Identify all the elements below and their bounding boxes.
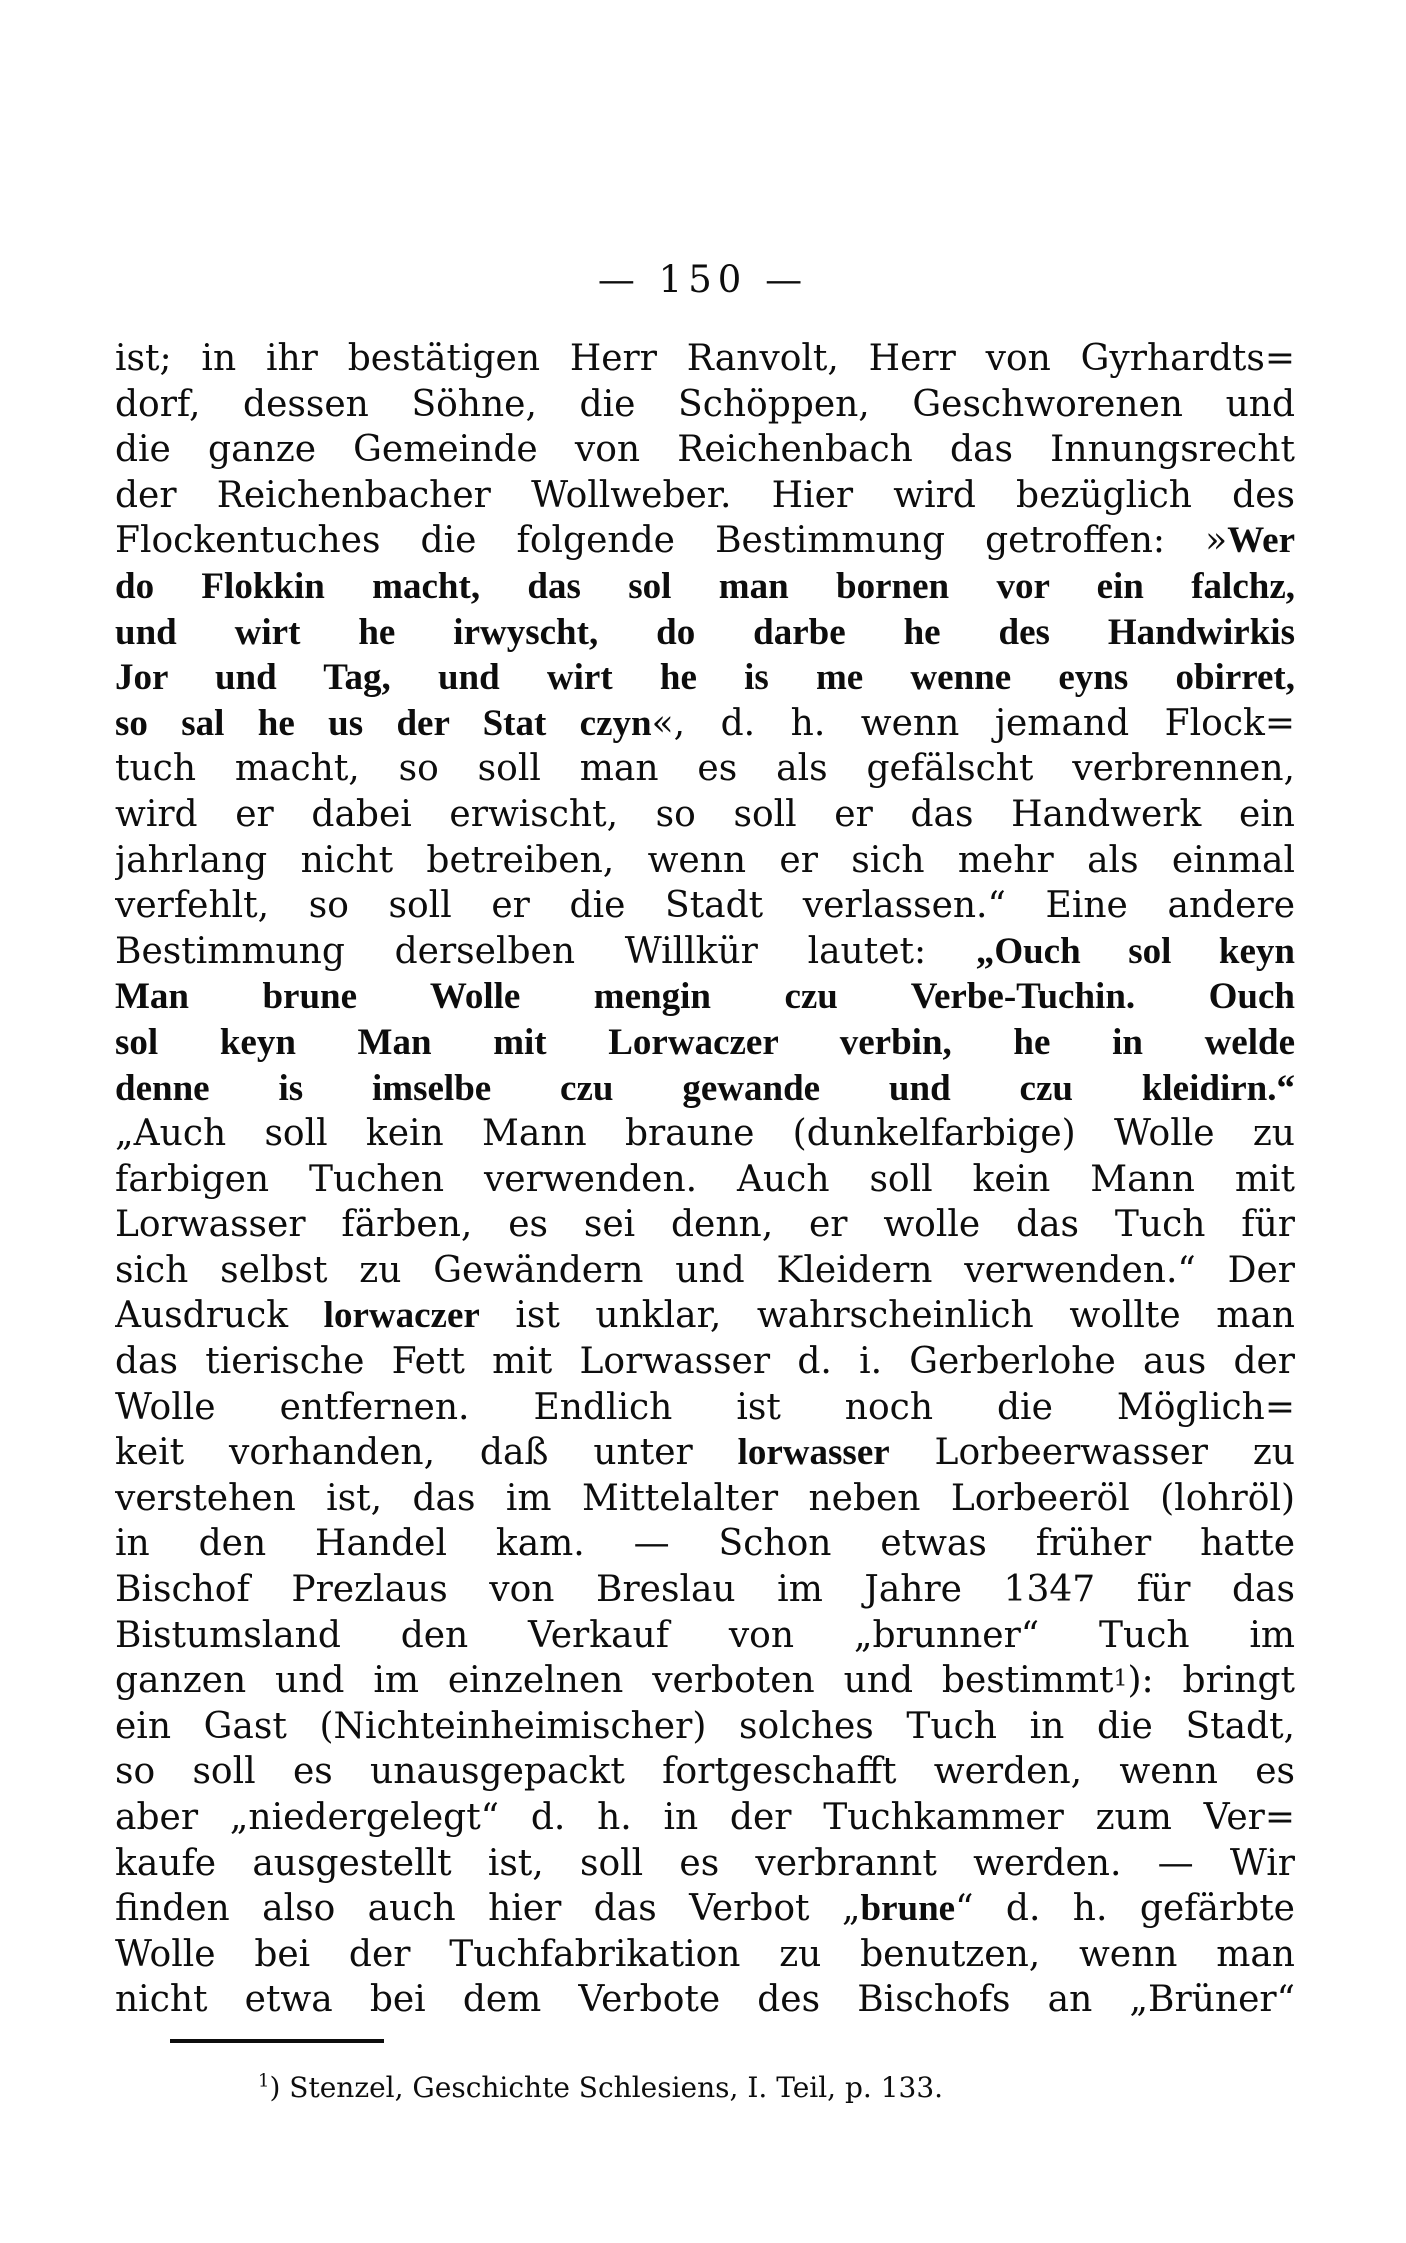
fraktur-segment: keit vorhanden, daß unter xyxy=(115,1432,738,1474)
text-line xyxy=(115,1841,1295,1887)
text-line xyxy=(115,1066,1295,1112)
text-line xyxy=(115,883,1295,929)
fraktur-segment: in den Handel kam. — Schon etwas früher hatte xyxy=(115,1523,1295,1565)
footnote-marker: 1 xyxy=(258,2070,270,2092)
quoted-antiqua-segment: lorwaczer xyxy=(323,1295,480,1337)
text-line xyxy=(115,838,1295,884)
fraktur-segment: finden also auch hier das Verbot „ xyxy=(115,1888,861,1930)
fraktur-segment: ist; in ihr bestätigen Herr Ranvolt, Herr von Gyrhardts= xyxy=(115,338,1295,379)
quoted-antiqua-segment: Man brune Wolle mengin czu Verbe-Tuchin. Ouch xyxy=(115,976,1295,1018)
footnote-reference: 1 xyxy=(1113,1666,1128,1692)
quoted-antiqua-segment: Jor und Tag, und wirt he is me wenne eyns obirret, xyxy=(115,657,1295,699)
fraktur-segment: Wolle bei der Tuchfabrikation zu benutzen, wenn man xyxy=(115,1933,1295,1975)
text-line xyxy=(115,1521,1295,1567)
text-line xyxy=(115,1613,1295,1659)
text-line xyxy=(115,610,1295,656)
fraktur-segment: dorf, dessen Söhne, die Schöppen, Geschworenen und xyxy=(115,383,1295,425)
text-line xyxy=(115,473,1295,519)
quoted-antiqua-segment: do Flokkin macht, das sol man bornen vor ein falchz, xyxy=(115,565,1295,607)
quoted-antiqua-segment: Wer xyxy=(1227,520,1295,562)
text-line xyxy=(115,1293,1295,1339)
quoted-antiqua-segment: denne is imselbe czu gewande und czu kleidirn.“ xyxy=(115,1067,1295,1109)
fraktur-segment: wird er dabei erwischt, so soll er das Handwerk ein xyxy=(115,793,1295,835)
fraktur-segment: der Reichenbacher Wollweber. Hier wird bezüglich des xyxy=(115,474,1295,516)
footnote-text: ) Stenzel, Geschichte Schlesiens, I. Teil, p. 133. xyxy=(269,2071,944,2104)
fraktur-segment: Bistumsland den Verkauf von „brunner“ Tuch im xyxy=(115,1614,1295,1656)
text-line xyxy=(115,1886,1295,1932)
fraktur-segment: „Auch soll kein Mann braune (dunkelfarbige) Wolle zu xyxy=(115,1113,1295,1155)
text-line xyxy=(115,1157,1295,1203)
body-text xyxy=(115,336,1295,2023)
text-line xyxy=(115,382,1295,428)
text-line xyxy=(115,1704,1295,1750)
fraktur-segment: Ausdruck xyxy=(115,1295,324,1337)
text-line xyxy=(115,701,1295,747)
text-line xyxy=(115,1248,1295,1294)
quoted-antiqua-segment: sol keyn Man mit Lorwaczer verbin, he in welde xyxy=(115,1021,1295,1063)
text-line xyxy=(115,518,1295,564)
fraktur-segment: sich selbst zu Gewändern und Kleidern verwenden.“ Der xyxy=(115,1249,1295,1291)
fraktur-segment: verstehen ist, das im Mittelalter neben Lorbeeröl (lohröl) xyxy=(115,1477,1295,1519)
fraktur-segment: ein Gast (Nichteinheimischer) solches Tuch in die Stadt, xyxy=(115,1705,1295,1747)
fraktur-segment: Flockentuches die folgende Bestimmung getroffen: » xyxy=(115,520,1228,562)
text-line xyxy=(115,1795,1295,1841)
text-line xyxy=(115,1749,1295,1795)
fraktur-segment: so soll es unausgepackt fortgeschafft werden, wenn es xyxy=(115,1751,1295,1793)
fraktur-segment: Wolle entfernen. Endlich ist noch die Möglich= xyxy=(115,1386,1295,1428)
fraktur-segment: ist unklar, wahrscheinlich wollte man xyxy=(479,1295,1295,1337)
text-line xyxy=(115,1932,1295,1978)
fraktur-segment: jahrlang nicht betreiben, wenn er sich mehr als einmal xyxy=(115,839,1295,881)
text-line xyxy=(115,1977,1295,2023)
fraktur-segment: Lorwasser färben, es sei denn, er wolle das Tuch für xyxy=(115,1204,1295,1246)
fraktur-segment: kaufe ausgestellt ist, soll es verbrannt werden. — Wir xyxy=(115,1842,1295,1884)
text-line xyxy=(115,1658,1295,1704)
fraktur-segment: verfehlt, so soll er die Stadt verlassen.“ Eine andere xyxy=(115,885,1295,927)
fraktur-segment: Bischof Prezlaus von Breslau im Jahre 1347 für das xyxy=(115,1569,1295,1611)
text-line xyxy=(115,746,1295,792)
quoted-antiqua-segment: und wirt he irwyscht, do darbe he des Handwirkis xyxy=(115,611,1295,653)
quoted-antiqua-segment: brune xyxy=(860,1888,956,1930)
text-line xyxy=(115,564,1295,610)
text-line xyxy=(115,974,1295,1020)
text-line xyxy=(115,1111,1295,1157)
quoted-antiqua-segment: lorwasser xyxy=(737,1432,890,1474)
footnote xyxy=(258,2068,1298,2108)
footnote-divider xyxy=(170,2039,384,2043)
fraktur-segment: “ d. h. gefärbte xyxy=(955,1888,1295,1930)
text-line xyxy=(115,1476,1295,1522)
fraktur-segment: aber „niedergelegt“ d. h. in der Tuchkammer zum Ver= xyxy=(115,1797,1295,1838)
text-line xyxy=(115,1339,1295,1385)
fraktur-segment: ganzen und im einzelnen verboten und bestimmt xyxy=(115,1660,1114,1702)
text-line xyxy=(115,336,1295,382)
quoted-antiqua-segment: „Ouch sol keyn xyxy=(975,930,1295,972)
text-line xyxy=(115,1385,1295,1431)
text-line xyxy=(115,1567,1295,1613)
text-line xyxy=(115,792,1295,838)
text-line xyxy=(115,929,1295,975)
fraktur-segment: farbigen Tuchen verwenden. Auch soll kein Mann mit xyxy=(115,1158,1295,1200)
text-line xyxy=(115,427,1295,473)
fraktur-segment: «, d. h. wenn jemand Flock= xyxy=(651,702,1295,744)
fraktur-segment: ): bringt xyxy=(1127,1660,1295,1702)
fraktur-segment: tuch macht, so soll man es als gefälscht verbrennen, xyxy=(115,748,1295,790)
quoted-antiqua-segment: so sal he us der Stat czyn xyxy=(115,702,652,744)
page-number: — 150 — xyxy=(597,258,809,301)
text-line xyxy=(115,1020,1295,1066)
fraktur-segment: Lorbeerwasser zu xyxy=(889,1432,1295,1474)
fraktur-segment: die ganze Gemeinde von Reichenbach das Innungsrecht xyxy=(115,429,1295,471)
fraktur-segment: nicht etwa bei dem Verbote des Bischofs an „Brüner“ xyxy=(115,1979,1295,2021)
text-line xyxy=(115,1202,1295,1248)
fraktur-segment: das tierische Fett mit Lorwasser d. i. Gerberlohe aus der xyxy=(115,1341,1295,1383)
text-line xyxy=(115,1430,1295,1476)
fraktur-segment: Bestimmung derselben Willkür lautet: xyxy=(115,930,976,972)
text-line xyxy=(115,655,1295,701)
